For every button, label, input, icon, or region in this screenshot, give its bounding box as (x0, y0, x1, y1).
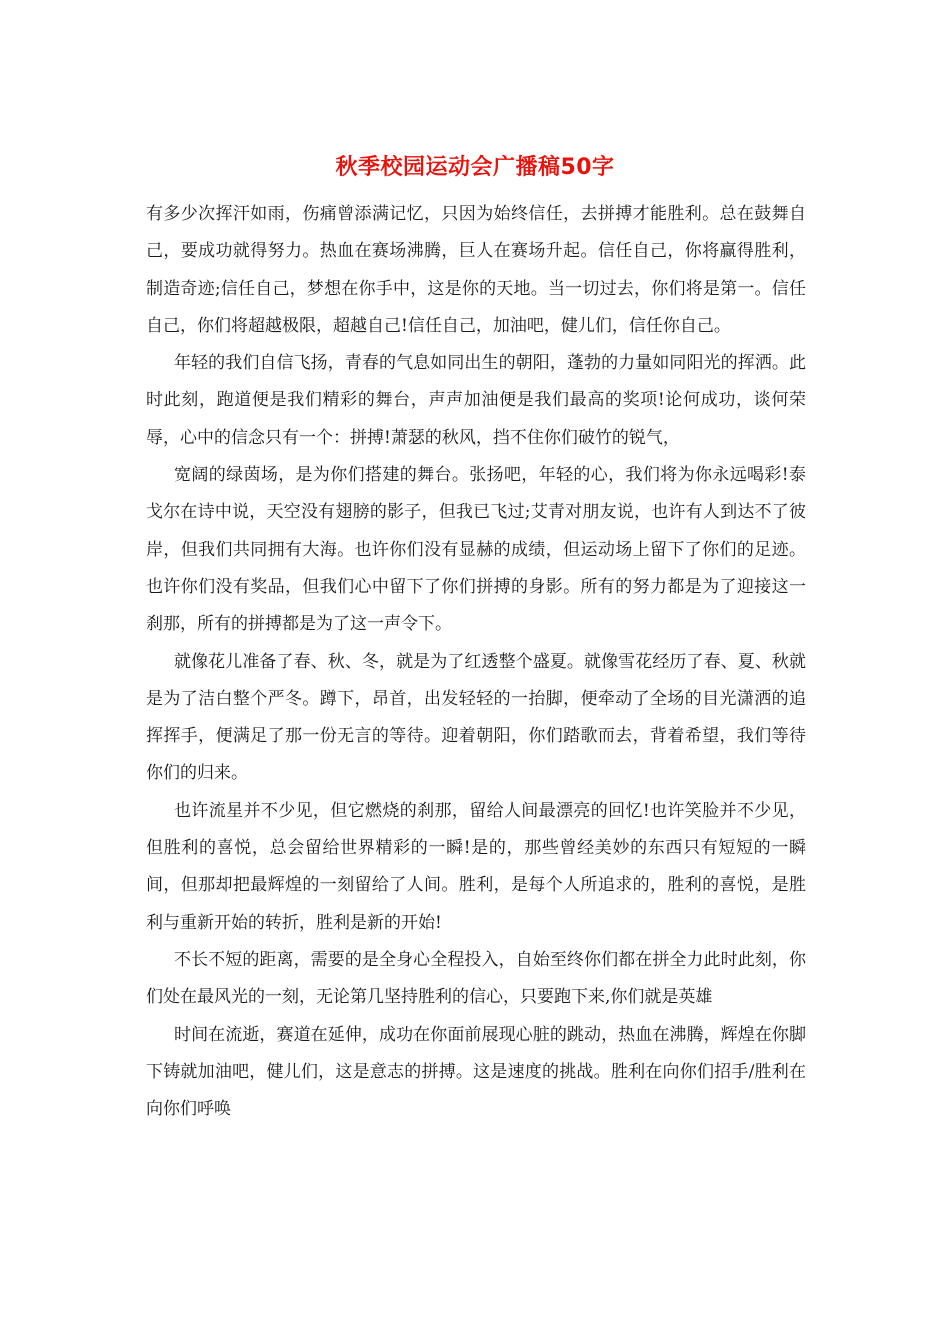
paragraph-4: 就像花儿准备了春、秋、冬，就是为了红透整个盛夏。就像雪花经历了春、夏、秋就是为了洁白整个严冬。蹲下，昂首，出发轻轻的一抬脚，便牵动了全场的目光潇洒的追挥挥手，便满足了那一份无言的等待。迎着朝阳，你们踏歌而去，背着希望，我们等待你们的归来。 (146, 651, 806, 784)
paragraph-3: 宽阔的绿茵场，是为你们搭建的舞台。张扬吧，年轻的心，我们将为你永远喝彩!泰戈尔在诗中说，天空没有翅膀的影子，但我已飞过;艾青对朋友说，也许有人到达不了彼岸，但我们共同拥有大海。也许你们没有显赫的成绩，但运动场上留下了你们的足迹。也许你们没有奖品，但我们心中留下了你们拼搏的身影。所有的努力都是为了迎接这一刹那，所有的拼搏都是为了这一声令下。 (146, 465, 806, 635)
paragraph-7: 时间在流逝，赛道在延伸，成功在你面前展现心脏的跳动，热血在沸腾，辉煌在你脚下铸就加油吧，健儿们，这是意志的拼搏。这是速度的挑战。胜利在向你们招手/胜利在向你们呼唤 (146, 1024, 806, 1120)
paragraph-2: 年轻的我们自信飞扬，青春的气息如同出生的朝阳，蓬勃的力量如同阳光的挥洒。此时此刻，跑道便是我们精彩的舞台，声声加油便是我们最高的奖项!论何成功，谈何荣辱，心中的信念只有一个：拼搏!萧瑟的秋风，挡不住你们破竹的锐气， (146, 353, 806, 448)
paragraph-5: 也许流星并不少见，但它燃烧的刹那，留给人间最漂亮的回忆!也许笑脸并不少见，但胜利的喜悦，总会留给世界精彩的一瞬!是的，那些曾经美妙的东西只有短短的一瞬间，但那却把最辉煌的一刻留给了人间。胜利，是每个人所追求的，胜利的喜悦，是胜利与重新开始的转折，胜利是新的开始! (146, 800, 806, 933)
document-title: 秋季校园运动会广播稿50字 (335, 155, 615, 180)
paragraph-6: 不长不短的距离，需要的是全身心全程投入，自始至终你们都在拼全力此时此刻，你们处在最风光的一刻，无论第几坚持胜利的信心，只要跑下来,你们就是英雄 (146, 949, 806, 1008)
paragraph-1: 有多少次挥汗如雨，伤痛曾添满记忆，只因为始终信任，去拼搏才能胜利。总在鼓舞自己，要成功就得努力。热血在赛场沸腾，巨人在赛场升起。信任自己，你将赢得胜利，制造奇迹;信任自己，梦想在你手中，这是你的天地。当一切过去，你们将是第一。信任自己，你们将超越极限，超越自己!信任自己，加油吧，健儿们，信任你自己。 (146, 204, 806, 336)
document-body (146, 196, 806, 1128)
